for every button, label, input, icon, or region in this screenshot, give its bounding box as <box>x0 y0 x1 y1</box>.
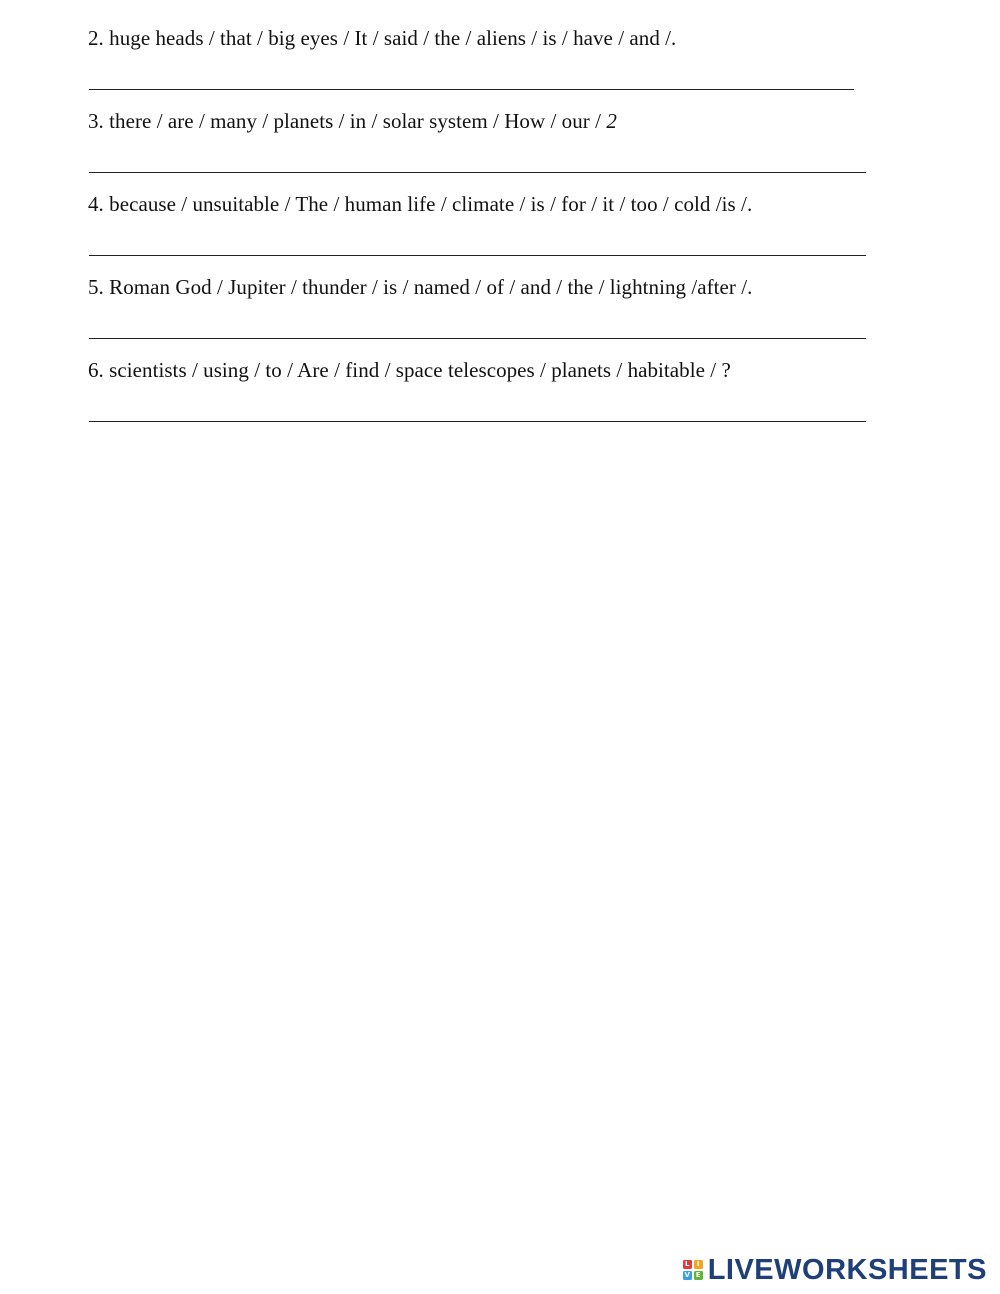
logo-square: V <box>684 1271 690 1279</box>
answer-line-6[interactable] <box>89 421 866 422</box>
logo-square: I <box>694 1260 703 1269</box>
answer-line-3[interactable] <box>89 172 866 173</box>
logo-square: E <box>694 1271 703 1280</box>
question-text: Roman God / Jupiter / thunder / is / named / of / and / the / lightning /after /. <box>109 275 753 299</box>
question-3 <box>88 108 617 134</box>
question-number: 3. <box>88 109 104 133</box>
question-text: scientists / using / to / Are / find / space telescopes / planets / habitable / ? <box>109 358 731 382</box>
question-number: 6. <box>88 358 104 382</box>
question-number: 4. <box>88 192 104 216</box>
question-4 <box>88 191 752 217</box>
question-text: because / unsuitable / The / human life / climate / is / for / it / too / cold /is /. <box>109 192 753 216</box>
question-suffix: 2 <box>606 109 617 133</box>
question-number: 2. <box>88 26 104 50</box>
answer-line-2[interactable] <box>89 89 854 90</box>
liveworksheets-logo-icon <box>683 1260 703 1280</box>
brand-wordmark: LIVEWORKSHEETS <box>707 1254 987 1286</box>
logo-square: L <box>683 1260 692 1269</box>
question-number: 5. <box>88 275 104 299</box>
question-6 <box>88 357 731 383</box>
question-text: there / are / many / planets / in / solar system / How / our / <box>109 109 607 133</box>
question-text: huge heads / that / big eyes / It / said / the / aliens / is / have / and /. <box>109 26 677 50</box>
answer-line-4[interactable] <box>89 255 866 256</box>
question-2 <box>88 25 676 51</box>
answer-line-5[interactable] <box>89 338 866 339</box>
question-5 <box>88 274 752 300</box>
liveworksheets-brand[interactable] <box>683 1253 987 1287</box>
